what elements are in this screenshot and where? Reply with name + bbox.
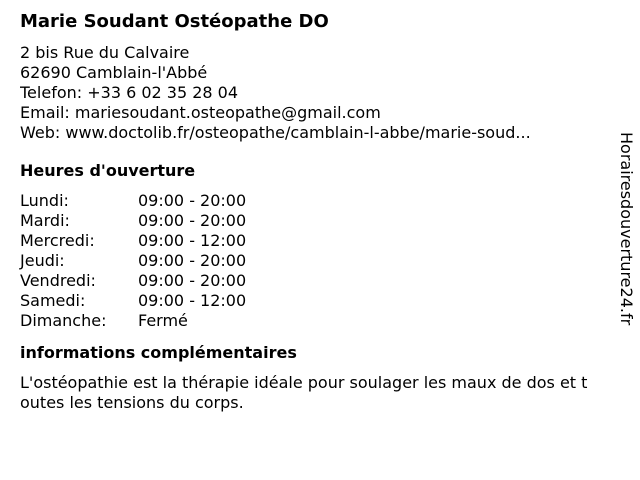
hours-title: Heures d'ouverture [20, 161, 196, 180]
day-hours: 09:00 - 20:00 [138, 191, 247, 210]
day-label: Dimanche: [20, 311, 107, 330]
hours-row-friday [20, 271, 600, 291]
day-hours: 09:00 - 12:00 [138, 291, 247, 310]
day-label: Vendredi: [20, 271, 96, 290]
business-name: Marie Soudant Ostéopathe DO [20, 11, 329, 32]
business-card [20, 10, 600, 413]
site-watermark: Horairesdouverture24.fr [617, 132, 636, 326]
hours-row-thursday [20, 251, 600, 271]
address-line-2: 62690 Camblain-l'Abbé [20, 63, 208, 82]
day-hours: 09:00 - 20:00 [138, 271, 247, 290]
web-line: Web: www.doctolib.fr/osteopathe/camblain-l-abbe/marie-soud... [20, 123, 531, 142]
day-label: Mercredi: [20, 231, 95, 250]
hours-row-monday [20, 191, 600, 211]
day-label: Lundi: [20, 191, 69, 210]
day-hours: 09:00 - 12:00 [138, 231, 247, 250]
info-title: informations complémentaires [20, 343, 297, 362]
day-label: Samedi: [20, 291, 86, 310]
hours-table [20, 191, 600, 331]
hours-row-sunday [20, 311, 600, 331]
day-hours: 09:00 - 20:00 [138, 251, 247, 270]
address-line-1: 2 bis Rue du Calvaire [20, 43, 190, 62]
day-label: Jeudi: [20, 251, 65, 270]
hours-row-wednesday [20, 231, 600, 251]
email-line: Email: mariesoudant.osteopathe@gmail.com [20, 103, 381, 122]
info-text: L'ostéopathie est la thérapie idéale pour soulager les maux de dos et toutes les tensions du corps. [20, 373, 588, 412]
day-hours: Fermé [138, 311, 188, 330]
day-hours: 09:00 - 20:00 [138, 211, 247, 230]
hours-row-tuesday [20, 211, 600, 231]
phone-line: Telefon: +33 6 02 35 28 04 [20, 83, 239, 102]
day-label: Mardi: [20, 211, 70, 230]
hours-row-saturday [20, 291, 600, 311]
